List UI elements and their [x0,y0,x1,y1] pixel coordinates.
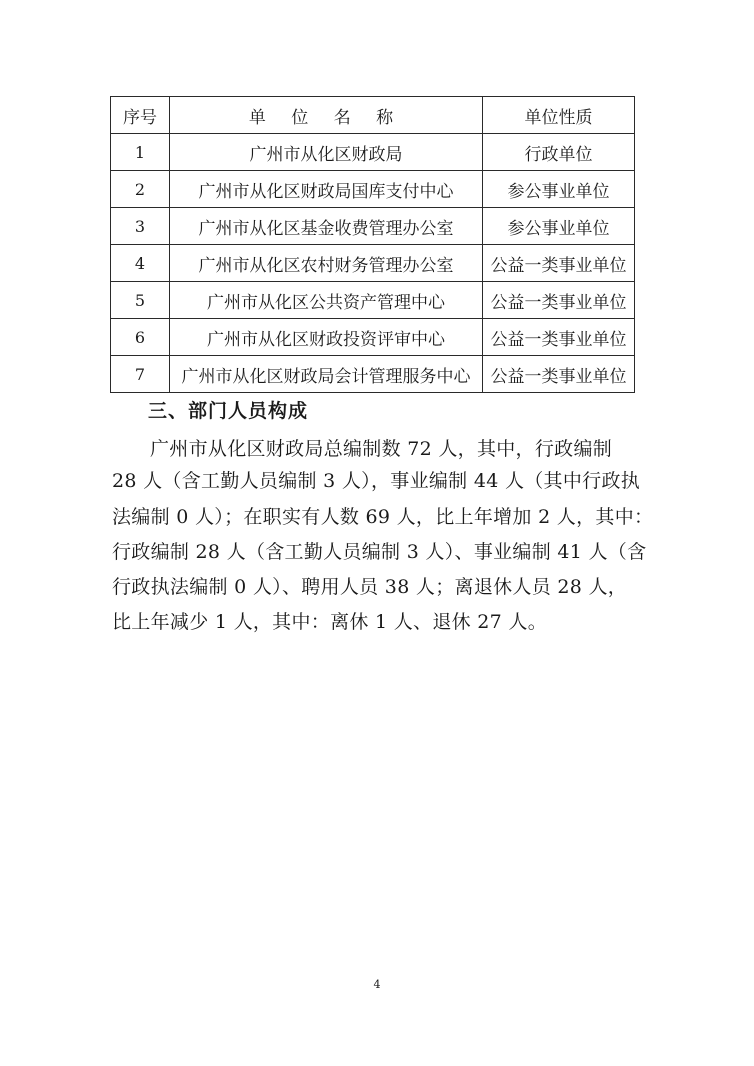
cell-unit-name: 广州市从化区农村财务管理办公室 [170,245,483,282]
table-row [111,356,635,393]
cell-unit-type: 行政单位 [483,134,635,171]
paragraph-line: 行政执法编制 0 人）、聘用人员 38 人；离退休人员 28 人， [112,576,628,598]
table-row [111,319,635,356]
unit-table [110,96,635,393]
cell-unit-name: 广州市从化区财政局会计管理服务中心 [170,356,483,393]
paragraph-line: 广州市从化区财政局总编制数 72 人，其中，行政编制 [150,438,613,460]
table-row [111,245,635,282]
cell-no: 4 [111,245,170,282]
cell-unit-type: 公益一类事业单位 [483,282,635,319]
cell-unit-type: 公益一类事业单位 [483,245,635,282]
cell-no: 3 [111,208,170,245]
paragraph-line: 比上年减少 1 人，其中：离休 1 人、退休 27 人。 [112,611,547,633]
table-row [111,171,635,208]
header-unit-name: 单 位 名 称 [170,97,483,134]
paragraph-line: 28 人（含工勤人员编制 3 人），事业编制 44 人（其中行政执 [112,470,641,492]
cell-no: 2 [111,171,170,208]
header-unit-type: 单位性质 [483,97,635,134]
cell-no: 6 [111,319,170,356]
cell-unit-name: 广州市从化区财政投资评审中心 [170,319,483,356]
cell-no: 7 [111,356,170,393]
cell-no: 5 [111,282,170,319]
cell-unit-type: 公益一类事业单位 [483,356,635,393]
paragraph-line: 行政编制 28 人（含工勤人员编制 3 人）、事业编制 41 人（含 [112,541,647,563]
table-header-row [111,97,635,134]
table-row [111,208,635,245]
header-no: 序号 [111,97,170,134]
paragraph-line: 法编制 0 人）；在职实有人数 69 人，比上年增加 2 人，其中： [112,506,654,528]
cell-unit-name: 广州市从化区财政局国库支付中心 [170,171,483,208]
cell-unit-name: 广州市从化区财政局 [170,134,483,171]
cell-unit-name: 广州市从化区基金收费管理办公室 [170,208,483,245]
cell-unit-name: 广州市从化区公共资产管理中心 [170,282,483,319]
table-row [111,282,635,319]
section-heading: 三、部门人员构成 [148,400,309,422]
page-number: 4 [373,978,381,991]
cell-unit-type: 参公事业单位 [483,171,635,208]
cell-no: 1 [111,134,170,171]
cell-unit-type: 参公事业单位 [483,208,635,245]
cell-unit-type: 公益一类事业单位 [483,319,635,356]
table-row [111,134,635,171]
